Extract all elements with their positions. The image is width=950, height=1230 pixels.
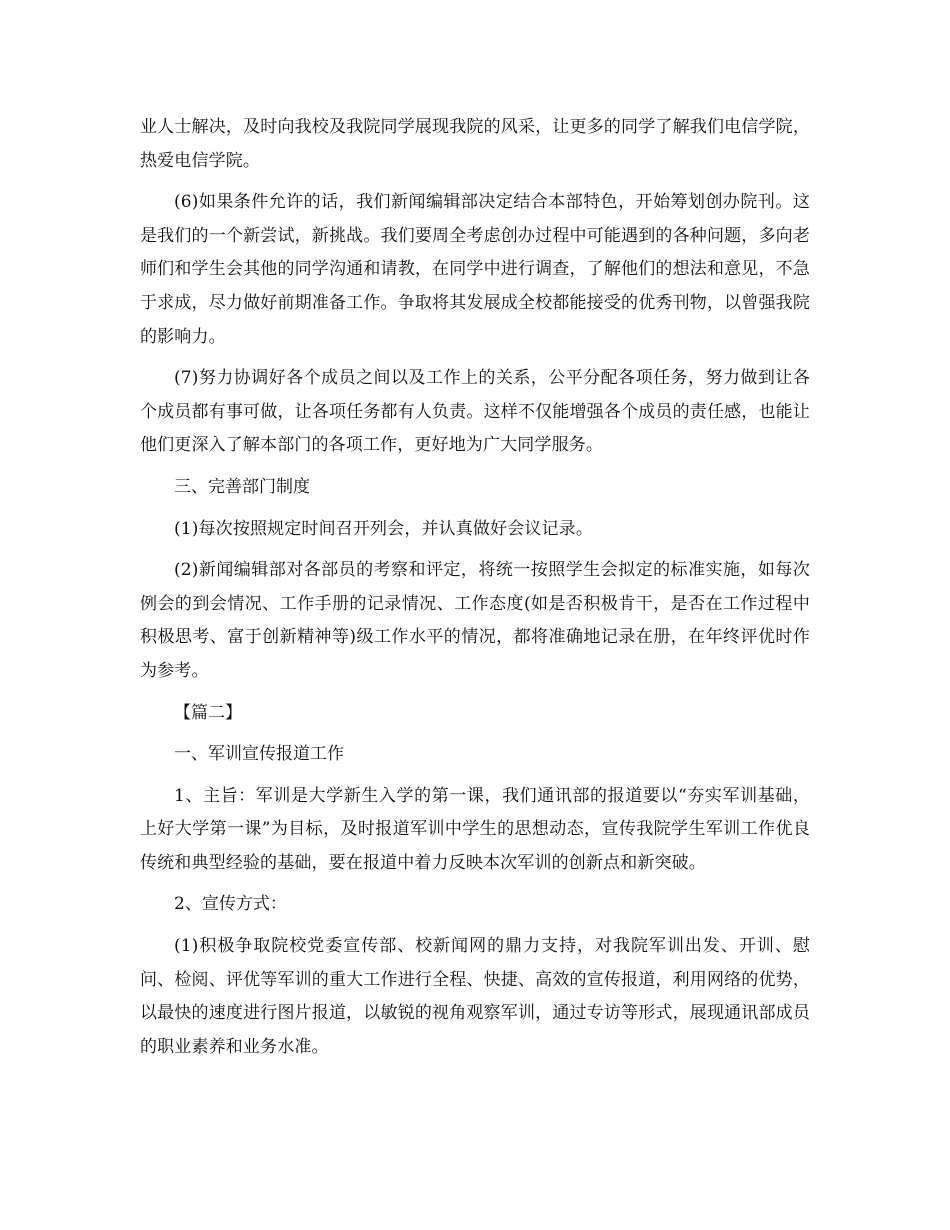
paragraph-method-1: (1)积极争取院校党委宣传部、校新闻网的鼎力支持，对我院军训出发、开训、慰问、检阅、评优等军训的重大工作进行全程、快捷、高效的宣传报道，利用网络的优势，以最快的速度进行图片报道，以敏锐的视角观察军训，通过专访等形式，展现通讯部成员的职业素养和业务水准。 [140, 936, 810, 1057]
paragraph-rule-2: (2)新闻编辑部对各部员的考察和评定，将统一按照学生会拟定的标准实施，如每次例会的到会情况、工作手册的记录情况、工作态度(如是否积极肯干，是否在工作过程中积极思考、富于创新精神等)级工作水平的情况，都将准确地记录在册，在年终评优时作为参考。 [140, 560, 810, 681]
chapter-heading-part-2: 【篇二】 [174, 702, 242, 723]
subsection-heading-methods: 2、宣传方式： [174, 894, 287, 915]
paragraph-purpose: 1、主旨：军训是大学新生入学的第一课，我们通讯部的报道要以“夯实军训基础，上好大学第一课”为目标，及时报道军训中学生的思想动态，宣传我院学生军训工作优良传统和典型经验的基础，要在报道中着力反映本次军训的创新点和新突破。 [140, 785, 810, 873]
paragraph-item-6: (6)如果条件允许的话，我们新闻编辑部决定结合本部特色，开始筹划创办院刊。这是我们的一个新尝试，新挑战。我们要周全考虑创办过程中可能遇到的各种问题，多向老师们和学生会其他的同学沟通和请教，在同学中进行调查，了解他们的想法和意见，不急于求成，尽力做好前期准备工作。争取将其发展成全校都能接受的优秀刊物，以曾强我院的影响力。 [140, 192, 810, 347]
section-heading-1: 一、军训宣传报道工作 [174, 744, 344, 765]
paragraph-rule-1: (1)每次按照规定时间召开列会，并认真做好会议记录。 [174, 518, 593, 539]
section-heading-3: 三、完善部门制度 [174, 476, 310, 497]
paragraph-continuation: 业人士解决，及时向我校及我院同学展现我院的风采，让更多的同学了解我们电信学院，热爱电信学院。 [140, 117, 810, 171]
paragraph-item-7: (7)努力协调好各个成员之间以及工作上的关系，公平分配各项任务，努力做到让各个成员都有事可做，让各项任务都有人负责。这样不仅能增强各个成员的责任感，也能让他们更深入了解本部门的各项工作，更好地为广大同学服务。 [140, 368, 810, 456]
